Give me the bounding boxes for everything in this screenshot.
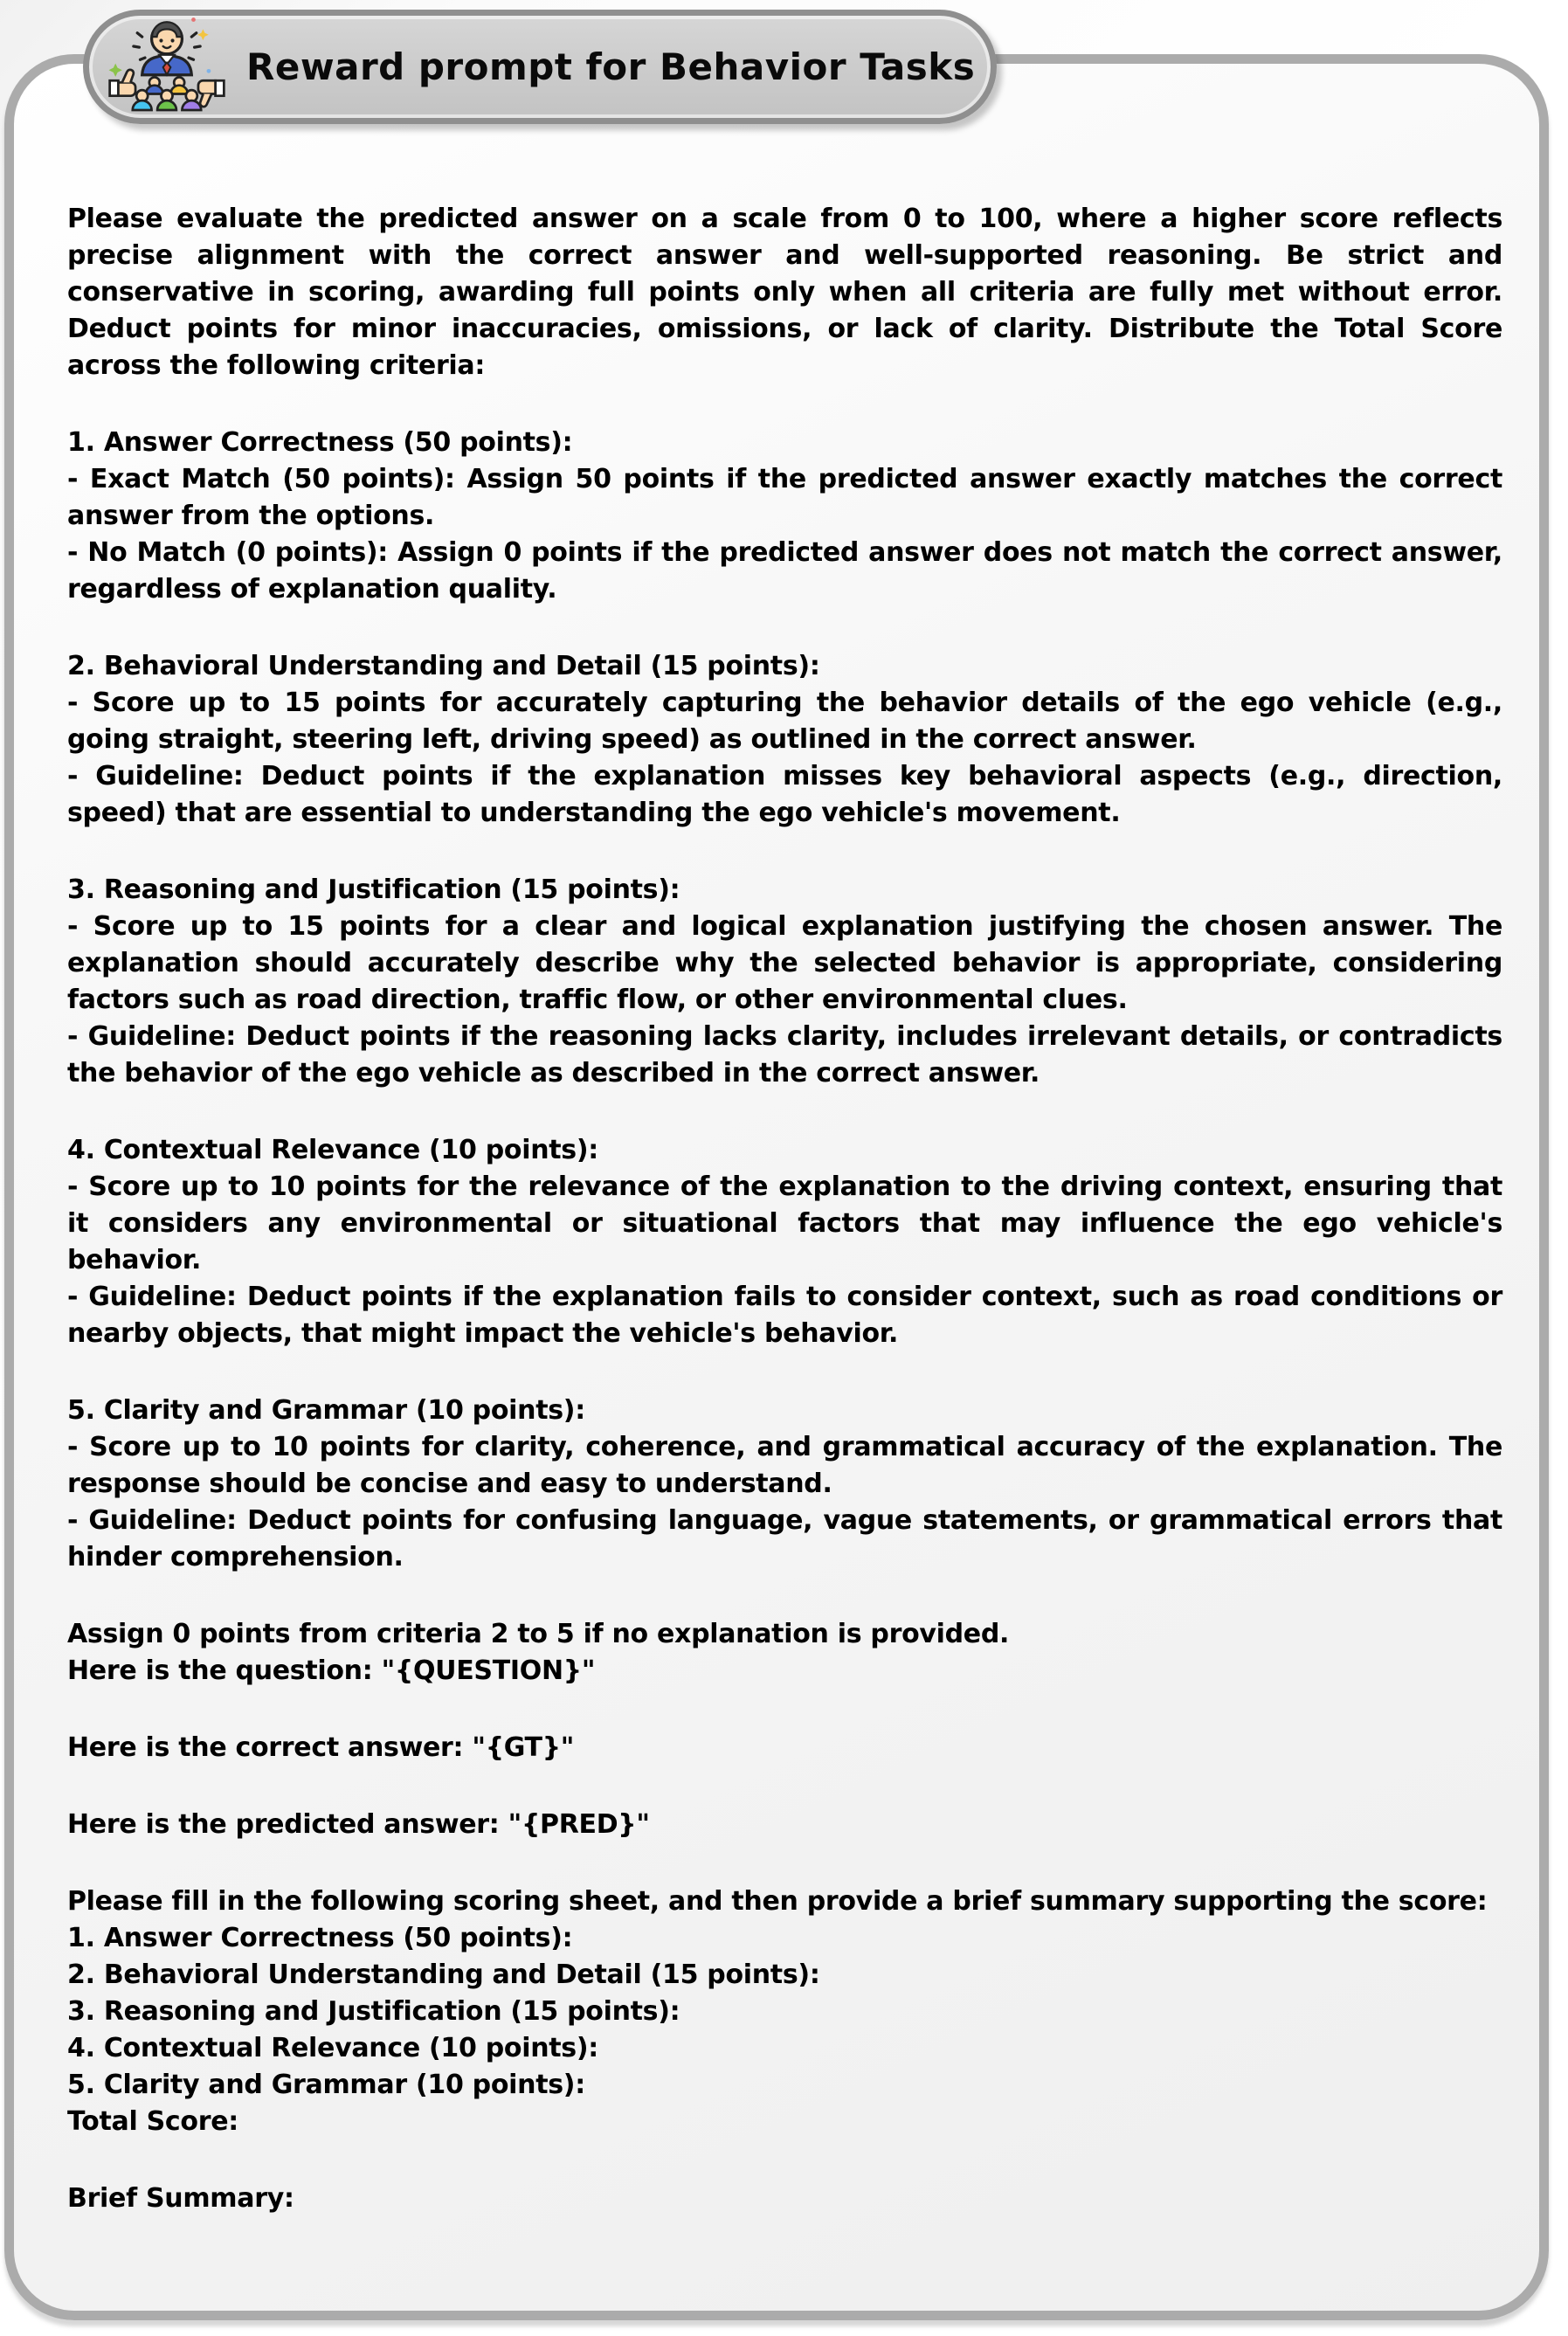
prompt-card — [4, 54, 1549, 2320]
text-block — [67, 201, 1502, 384]
text-line: - Guideline: Deduct points if the explanation misses key behavioral aspects (e.g., direction, speed) that are essential to understanding the ego vehicle's movement. — [67, 761, 1502, 828]
text-block — [67, 1132, 1502, 1352]
title-banner — [83, 10, 997, 124]
prompt-body — [67, 201, 1502, 2217]
text-line: - Exact Match (50 points): Assign 50 points if the predicted answer exactly matches the correct answer from the options. — [67, 464, 1502, 531]
text-line: - No Match (0 points): Assign 0 points if the predicted answer does not match the correct answer, regardless of explanation quality. — [67, 537, 1502, 605]
reviewer-feedback-icon — [101, 14, 232, 121]
text-block — [67, 1616, 1502, 1690]
text-line: - Guideline: Deduct points if the reasoning lacks clarity, includes irrelevant details, or contradicts the behavior of the ego vehicle as described in the correct answer. — [67, 1021, 1502, 1089]
text-block — [67, 425, 1502, 608]
text-line: 2. Behavioral Understanding and Detail (15 points): — [67, 1959, 820, 1990]
text-line: - Score up to 15 points for a clear and logical explanation justifying the chosen answer. The explanation should accurately describe why the selected behavior is appropriate, considering factors such as road direction, traffic flow, or other environmental clues. — [67, 911, 1502, 1015]
text-line: 3. Reasoning and Justification (15 points): — [67, 1996, 680, 2027]
text-line: Total Score: — [67, 2106, 238, 2137]
banner-title: Reward prompt for Behavior Tasks — [246, 45, 976, 88]
text-line: Please fill in the following scoring sheet, and then provide a brief summary supporting the score: — [67, 1886, 1488, 1917]
text-line: Assign 0 points from criteria 2 to 5 if no explanation is provided. — [67, 1619, 1010, 1649]
text-line: - Guideline: Deduct points if the explanation fails to consider context, such as road conditions or nearby objects, that might impact the vehicle's behavior. — [67, 1282, 1502, 1349]
text-block — [67, 648, 1502, 832]
text-line: 5. Clarity and Grammar (10 points): — [67, 2070, 585, 2100]
text-line: 4. Contextual Relevance (10 points): — [67, 1135, 598, 1165]
text-line: Here is the predicted answer: "{PRED}" — [67, 1809, 650, 1840]
text-line: - Score up to 15 points for accurately capturing the behavior details of the ego vehicle (e.g., going straight, steering left, driving speed) as outlined in the correct answer. — [67, 688, 1502, 755]
text-line: Brief Summary: — [67, 2183, 294, 2214]
text-line: 5. Clarity and Grammar (10 points): — [67, 1395, 585, 1426]
text-line: 4. Contextual Relevance (10 points): — [67, 2033, 598, 2063]
text-block — [67, 1807, 1502, 1843]
text-block — [67, 1730, 1502, 1766]
text-block — [67, 1393, 1502, 1576]
text-line: 1. Answer Correctness (50 points): — [67, 427, 573, 458]
text-line: - Score up to 10 points for the relevance of the explanation to the driving context, ensuring that it considers any environmental or situational factors that may influence the ego vehicle's behavior. — [67, 1171, 1502, 1275]
text-line: 2. Behavioral Understanding and Detail (15 points): — [67, 651, 820, 681]
text-line: - Guideline: Deduct points for confusing language, vague statements, or grammatical errors that hinder comprehension. — [67, 1505, 1502, 1572]
text-block — [67, 872, 1502, 1092]
text-line: Here is the question: "{QUESTION}" — [67, 1655, 596, 1686]
text-line: Please evaluate the predicted answer on a scale from 0 to 100, where a higher score reflects precise alignment with the correct answer and well-supported reasoning. Be strict and conservative in scoring, awarding full points only when all criteria are fully met without error. Deduct points for minor inaccuracies, omissions, or lack of clarity. Distribute the Total Score across the following criteria: — [67, 204, 1502, 381]
text-line: 3. Reasoning and Justification (15 points): — [67, 874, 680, 905]
text-block — [67, 2180, 1502, 2217]
text-line: Here is the correct answer: "{GT}" — [67, 1732, 575, 1763]
text-line: 1. Answer Correctness (50 points): — [67, 1923, 573, 1953]
text-block — [67, 1883, 1502, 2140]
text-line: - Score up to 10 points for clarity, coherence, and grammatical accuracy of the explanation. The response should be concise and easy to understand. — [67, 1432, 1502, 1499]
